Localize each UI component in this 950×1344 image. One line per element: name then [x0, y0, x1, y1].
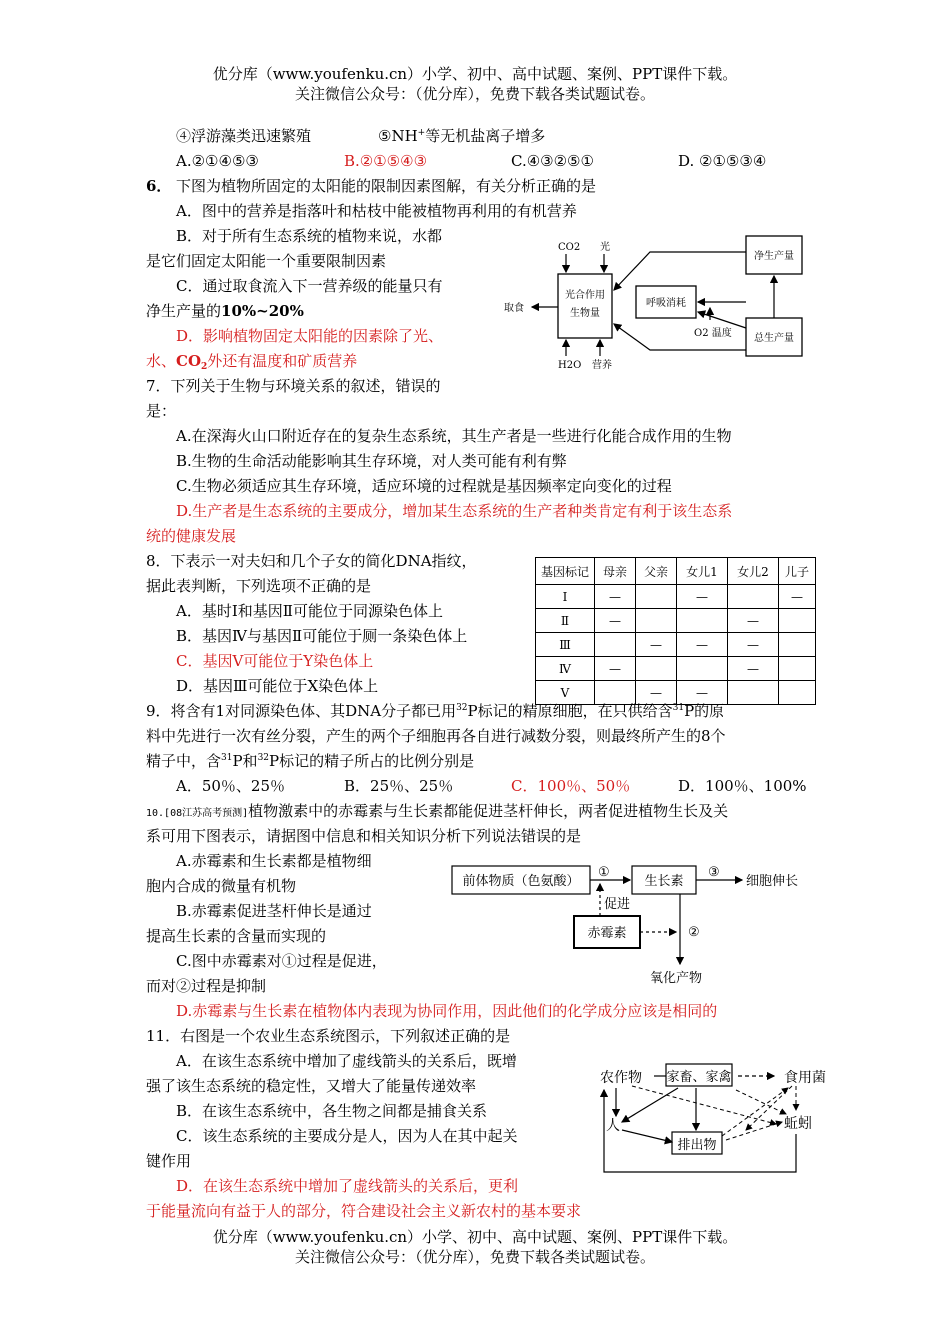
q6-food-label: 取食 [504, 303, 524, 314]
q10-option-a-line2: 胞内合成的微量有机物 [146, 877, 297, 895]
q8-table-row: Ⅰ — — — [536, 585, 816, 609]
q11-option-b: B．在该生态系统中，各生物之间都是捕食关系 [176, 1102, 488, 1120]
q6-box-main-line2: 生物量 [570, 308, 600, 319]
q10-option-a-line1: A.赤霉素和生长素都是植物细 [176, 852, 372, 870]
q10-step2: ② [688, 925, 700, 940]
q8-option-c: C．基因Ⅴ可能位于Y染色体上 [176, 652, 374, 670]
q8-th: 基因标记 [536, 558, 595, 585]
q9-line2: 料中先进行一次有丝分裂，产生的两个子细胞再各自进行减数分裂，则最终所产生的8个 [146, 727, 726, 745]
q8-dna-table [535, 557, 816, 705]
q8-table-row: Ⅴ — — [536, 681, 816, 705]
q11-earthworm-label: 蚯蚓 [784, 1116, 812, 1132]
q6-net-label: 净生产量 [754, 251, 794, 262]
q11-option-d-line1: D．在该生态系统中增加了虚线箭头的关系后，更利 [176, 1177, 519, 1195]
q10-precursor-label: 前体物质（色氨酸） [462, 874, 580, 889]
q6-option-b-line1: B．对于所有生态系统的植物来说，水都 [176, 227, 443, 245]
q7-stem-line2: 是： [146, 402, 177, 420]
q6-option-c-line2: 净生产量的10%~20% [146, 302, 304, 320]
q7-option-d-line1: D.生产者是生态系统的主要成分，增加某生态系统的生产者种类肯定有利于该生态系 [176, 502, 733, 520]
q10-step1: ① [598, 865, 610, 880]
q6-box-main-line1: 光合作用 [565, 290, 605, 301]
q10-stem-line2: 系可用下图表示，请据图中信息和相关知识分析下列说法错误的是 [146, 827, 582, 845]
q5-option-b: B.②①⑤④③ [344, 152, 428, 170]
q10-gibberellin-label: 赤霉素 [587, 926, 627, 941]
q11-excreta-label: 排出物 [677, 1138, 717, 1153]
q6-h2o-label: H2O [558, 360, 582, 371]
q10-option-d: D.赤霉素与生长素在植物体内表现为协同作用，因此他们的化学成分应该是相同的 [176, 1002, 718, 1020]
footer-line-1: 优分库（www.youfenku.cn）小学、初中、高中试题、案例、PPT课件下载。 [212, 1228, 738, 1246]
q11-stem: 11．右图是一个农业生态系统图示，下列叙述正确的是 [146, 1027, 511, 1045]
q6-light-label: 光 [600, 242, 610, 253]
q6-gross-label: 总生产量 [754, 333, 794, 344]
header-line-2: 关注微信公众号：（优分库），免费下载各类试题试卷。 [294, 85, 655, 103]
q8-th: 女儿1 [677, 558, 728, 585]
q8-table-row: Ⅱ — — [536, 609, 816, 633]
q11-option-c-line2: 键作用 [146, 1152, 192, 1170]
q10-promote-label: 促进 [604, 897, 631, 912]
q11-ecosystem-diagram [596, 1060, 836, 1178]
q6-photosynthesis-box [558, 274, 612, 338]
q10-auxin-label: 生长素 [644, 874, 684, 889]
q6-respiration-label: 呼吸消耗 [646, 298, 686, 309]
q5-item-5: ⑤NH+等无机盐离子增多 [378, 127, 546, 145]
q6-option-d-line2: 水、$CO_2$外还有温度和矿质营养 [146, 352, 358, 372]
q11-option-a-line1: A．在该生态系统中增加了虚线箭头的关系后，既增 [176, 1052, 517, 1070]
q6-stem: 下图为植物所固定的太阳能的限制因素图解，有关分析正确的是 [176, 177, 597, 195]
q11-livestock-label: 家畜、家禽 [666, 1070, 732, 1085]
q8-th: 母亲 [595, 558, 636, 585]
q10-option-b-line1: B.赤霉素促进茎杆伸长是通过 [176, 902, 372, 920]
q8-option-d: D．基因Ⅲ可能位于X染色体上 [176, 677, 379, 695]
q9-line3: 精子中，含$^{31}$P和$^{32}$P标记的精子所占的比例分别是 [146, 752, 475, 770]
q7-stem-line1: 7．下列关于生物与环境关系的叙述，错误的 [146, 377, 441, 395]
q6-option-a: A．图中的营养是指落叶和枯枝中能被植物再利用的有机营养 [176, 202, 577, 220]
q10-elongation-label: 细胞伸长 [746, 874, 799, 889]
q8-stem-line2: 据此表判断，下列选项不正确的是 [146, 577, 372, 595]
q8-th: 父亲 [636, 558, 677, 585]
q11-option-c-line1: C．该生态系统的主要成分是人，因为人在其中起关 [176, 1127, 518, 1145]
q11-human-label: 人 [606, 1118, 620, 1134]
q6-option-b-line2: 是它们固定太阳能一个重要限制因素 [146, 252, 387, 270]
q6-option-c-line1: C．通过取食流入下一营养级的能量只有 [176, 277, 443, 295]
footer-line-2: 关注微信公众号：（优分库），免费下载各类试题试卷。 [294, 1248, 655, 1266]
q5-option-c: C.④③②⑤① [511, 152, 594, 170]
q11-option-a-line2: 强了该生态系统的稳定性，又增大了能量传递效率 [146, 1077, 477, 1095]
q8-table-row: Ⅳ — — [536, 657, 816, 681]
q7-option-a: A.在深海火山口附近存在的复杂生态系统，其生产者是一些进行化能合成作用的生物 [176, 427, 732, 445]
q8-option-b: B．基因Ⅳ与基因Ⅱ可能位于厕一条染色体上 [176, 627, 468, 645]
q10-stem-line1: 10.[08江苏高考预测]植物激素中的赤霉素与生长素都能促进茎杆伸长，两者促进植物生长及关 [146, 802, 729, 820]
q10-option-b-line2: 提高生长素的含量而实现的 [146, 927, 327, 945]
q6-number: 6． [146, 177, 172, 195]
q10-option-c-line2: 而对②过程是抑制 [146, 977, 267, 995]
q8-table-header-row [536, 558, 816, 585]
q11-crops-label: 农作物 [600, 1070, 642, 1086]
q9-option-c: C．100％、50％ [511, 777, 631, 795]
q9-option-b: B．25％、25％ [344, 777, 454, 795]
header-line-1: 优分库（www.youfenku.cn）小学、初中、高中试题、案例、PPT课件下载。 [212, 65, 738, 83]
q8-th: 儿子 [779, 558, 816, 585]
q7-option-c: C.生物必须适应其生存环境，适应环境的过程就是基因频率定向变化的过程 [176, 477, 672, 495]
q5-option-a: A.②①④⑤③ [176, 152, 259, 170]
q8-stem-line1: 8．下表示一对夫妇和几个子女的简化DNA指纹， [146, 552, 477, 570]
q7-option-b: B.生物的生命活动能影响其生存环境，对人类可能有利有弊 [176, 452, 567, 470]
q6-nutrient-label: 营养 [592, 360, 612, 371]
q10-option-c-line1: C.图中赤霉素对①过程是促进， [176, 952, 387, 970]
q5-option-d: D. ②①⑤③④ [678, 152, 767, 170]
q11-option-d-line2: 于能量流向有益于人的部分，符合建设社会主义新农村的基本要求 [146, 1202, 582, 1220]
q6-option-d-line1: D．影响植物固定太阳能的因素除了光、 [176, 327, 444, 345]
q6-co2-label: CO2 [558, 242, 581, 253]
q5-item-4: ④浮游藻类迅速繁殖 [176, 127, 312, 145]
q9-line1: 9．将含有1对同源染色体、其DNA分子都已用$^{32}$P标记的精原细胞，在只供给含$^{31}$P的原 [146, 702, 725, 720]
q8-option-a: A．基时Ⅰ和基因Ⅱ可能位于同源染色体上 [176, 602, 443, 620]
q10-step3: ③ [708, 865, 720, 880]
q9-option-d: D．100％、100% [678, 777, 807, 795]
q6-o2-temp-label: O2 温度 [694, 328, 732, 339]
q11-fungi-label: 食用菌 [784, 1070, 826, 1086]
q8-table-row: Ⅲ — — — [536, 633, 816, 657]
q6-energy-diagram [500, 232, 810, 374]
q10-hormone-diagram [450, 858, 820, 988]
q8-th: 女儿2 [728, 558, 779, 585]
q10-oxidation-label: 氧化产物 [650, 971, 703, 986]
q7-option-d-line2: 统的健康发展 [146, 527, 237, 545]
q9-option-a: A．50％、25％ [176, 777, 286, 795]
